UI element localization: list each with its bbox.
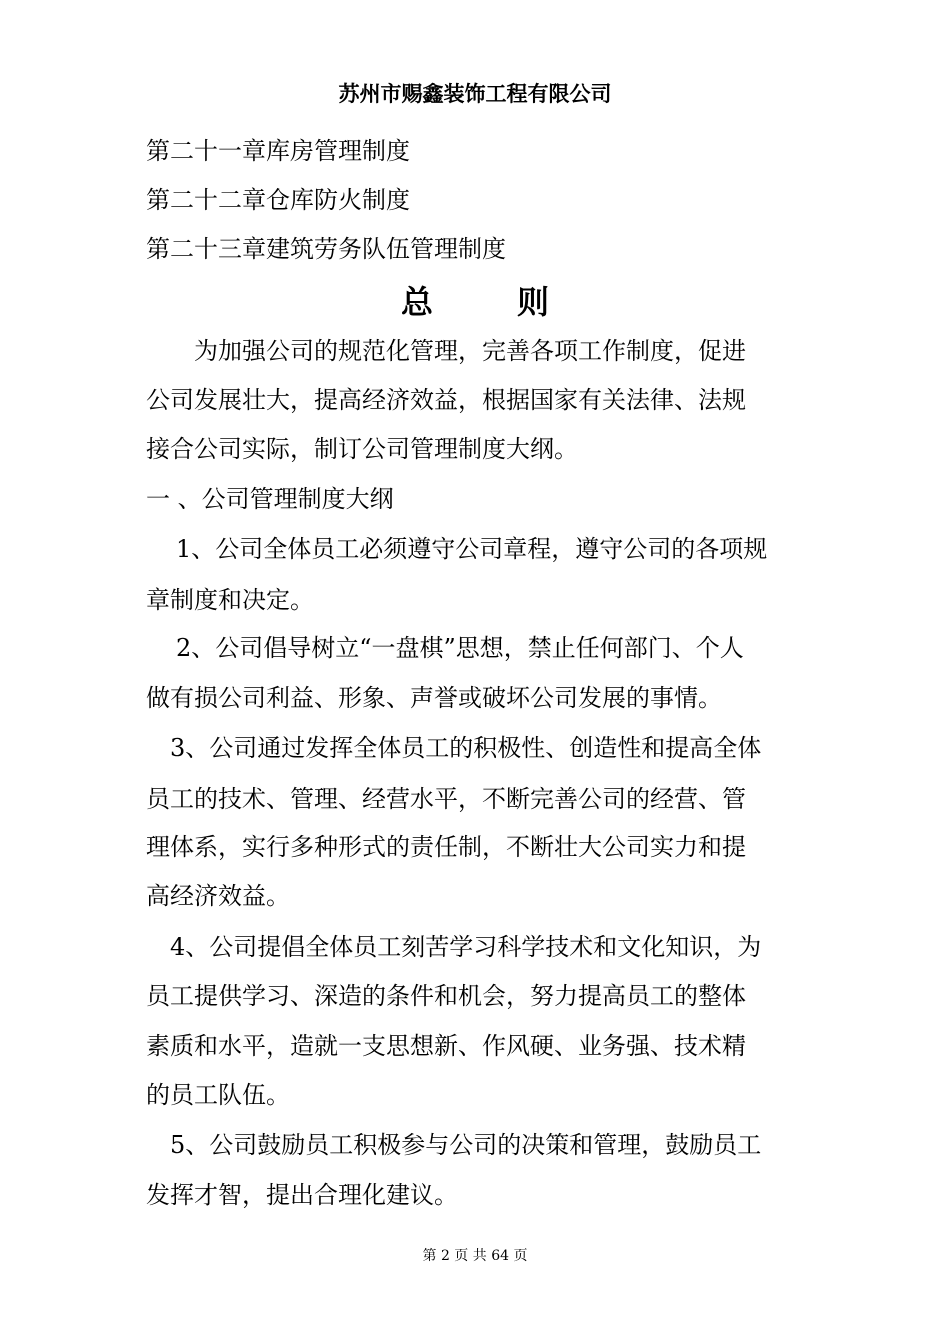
toc-line-23: 第二十三章建筑劳务队伍管理制度 [146, 235, 506, 263]
intro-line-2: 公司发展壮大，提高经济效益，根据国家有关法律、法规 [146, 386, 746, 414]
title-char-left: 总 [400, 283, 433, 321]
item3-line-4: 高经济效益。 [146, 882, 290, 910]
toc-line-21: 第二十一章库房管理制度 [146, 137, 410, 165]
item3-line-2: 员工的技术、管理、经营水平，不断完善公司的经营、管 [146, 785, 746, 813]
item4-line-3: 素质和水平，造就一支思想新、作风硬、业务强、技术精 [146, 1032, 746, 1060]
item4-line-1: 4、公司提倡全体员工刻苦学习科学技术和文化知识，为 [170, 933, 762, 961]
item5-line-1: 5、公司鼓励员工积极参与公司的决策和管理，鼓励员工 [170, 1131, 762, 1159]
item2-line-1: 2、公司倡导树立“一盘棋”思想，禁止任何部门、个人 [176, 634, 744, 662]
item1-line-2: 章制度和决定。 [146, 586, 314, 614]
section-heading: 一 、公司管理制度大纲 [146, 485, 394, 513]
title-char-right: 则 [517, 283, 550, 321]
item3-line-3: 理体系，实行多种形式的责任制，不断壮大公司实力和提 [146, 833, 746, 861]
company-header: 苏州市赐鑫装饰工程有限公司 [338, 82, 612, 106]
item4-line-2: 员工提供学习、深造的条件和机会，努力提高员工的整体 [146, 982, 746, 1010]
toc-line-22: 第二十二章仓库防火制度 [146, 186, 410, 214]
section-title [0, 282, 950, 322]
item1-line-1: 1、公司全体员工必须遵守公司章程，遵守公司的各项规 [176, 535, 768, 563]
item4-line-4: 的员工队伍。 [146, 1081, 290, 1109]
item2-line-2: 做有损公司利益、形象、声誉或破坏公司发展的事情。 [146, 684, 722, 712]
intro-line-1: 为加强公司的规范化管理，完善各项工作制度，促进 [194, 337, 746, 365]
item5-line-2: 发挥才智，提出合理化建议。 [146, 1181, 458, 1209]
intro-line-3: 接合公司实际，制订公司管理制度大纲。 [146, 435, 578, 463]
item3-line-1: 3、公司通过发挥全体员工的积极性、创造性和提高全体 [170, 734, 762, 762]
page-footer: 第 2 页 共 64 页 [422, 1248, 528, 1264]
